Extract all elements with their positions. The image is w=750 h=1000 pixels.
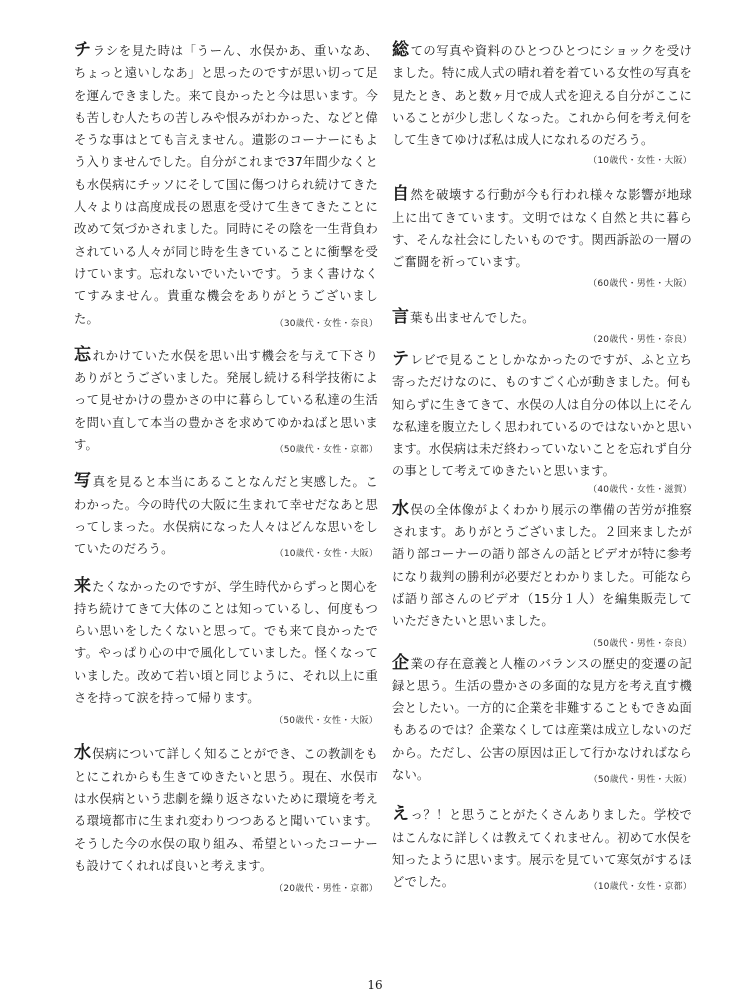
left-column [74, 40, 378, 896]
comment-signature: （10歳代・女性・京都） [588, 882, 692, 893]
comment-initial: 来 [74, 575, 92, 596]
comment-entry [392, 307, 692, 347]
comment-text [74, 576, 378, 710]
comment-initial: テ [392, 348, 410, 369]
comment-signature: （10歳代・女性・大阪） [274, 549, 378, 560]
comment-initial: 自 [392, 184, 410, 205]
comment-entry [74, 743, 378, 896]
comment-text [74, 471, 378, 560]
comment-signature: （60歳代・男性・大阪） [588, 278, 692, 289]
comment-entry [74, 471, 378, 560]
comment-initial: 企 [392, 652, 410, 673]
comment-text [392, 307, 692, 329]
comment-initial: 写 [74, 471, 92, 492]
comment-signature: （50歳代・男性・大阪） [588, 775, 692, 786]
comment-initial: 言 [392, 306, 410, 327]
comment-initial: 水 [392, 498, 410, 519]
comment-signature: （40歳代・女性・滋賀） [588, 484, 692, 495]
comment-text [74, 40, 378, 330]
comment-signature: （20歳代・男性・奈良） [588, 334, 692, 345]
page-number: 16 [367, 978, 383, 992]
comment-initial: 忘 [74, 344, 92, 365]
comment-signature: （10歳代・女性・大阪） [588, 156, 692, 167]
comment-text [74, 743, 378, 877]
comment-body: レビで見ることしかなかったのですが、ふと立ち寄っただけなのに、ものすごく心が動きました。何も知らずに生きてきて、水俣の人は自分の体以上にそんな私達を腹立たしく思われているのではないかと思います。水俣病は未だ終わっていないことを忘れず自分の事として考えてゆきたいと思います。 [392, 352, 692, 479]
comment-entry [392, 653, 692, 787]
comment-initial: 水 [74, 743, 92, 764]
comment-body: 俣病について詳しく知ることができ、この教訓をもとにこれからも生きてゆきたいと思う。現在、水俣市は水俣病という悲劇を繰り返さないために環境を考える環境都市に生まれ変わりつつあると聞いています。そうした今の水俣の取り組み、希望といったコーナーも設けてくれれば良いと考えます。 [74, 747, 378, 873]
comment-text [392, 184, 692, 273]
comment-body: たくなかったのですが、学生時代からずっと関心を持ち続けてきて大体のことは知っているし、何度もつらい思いをしたくないと思って。でも来て良かったです。やっぱり心の中で風化していました。怪くなっていました。改めて若い頃と同じように、それ以上に重さを持って涙を持って帰ります。 [74, 579, 378, 706]
comment-body: ラシを見た時は「うーん、水俣かあ、重いなあ、ちょっと遠いしなあ」と思ったのですが思い切って足を運んできました。来て良かったと今は思います。今も苦しむ人たちの苦しみや恨みがわかった、などと偉そうな事はとても言えません。遺影のコーナーにもよう入りませんでした。自分がこれまで37年間少なくとも水俣病にチッソにそして国に傷つけられ続けてきた人々よりは高度成長の恩恵を受けて生きてきたことに改めて気づかされました。同時にその陰を一生背負わされている人々が同じ時を生きていることに衝撃を受けています。忘れないでいたいです。うまく書けなくてすみません。貴重な機会をありがとうございました。 [74, 44, 378, 326]
comment-entry [74, 40, 378, 330]
comment-signature: （20歳代・男性・京都） [274, 884, 378, 895]
comment-text [392, 804, 692, 893]
comment-initial: チ [74, 40, 92, 60]
comment-text [392, 40, 692, 151]
comment-text [392, 499, 692, 633]
comment-signature: （50歳代・女性・京都） [274, 445, 378, 456]
comment-text [392, 349, 692, 483]
comment-signature: （50歳代・男性・奈良） [588, 638, 692, 649]
comment-body: れかけていた水俣を思い出す機会を与えて下さりありがとうございました。発展し続ける科学技術によって見せかけの豊かさの中に暮らしている私達の生活を問い直して本当の豊かさを求めてゆかねばと思います。 [74, 348, 378, 453]
comment-body: 葉も出ませんでした。 [410, 310, 535, 325]
comment-entry [392, 804, 692, 893]
comment-entry [74, 345, 378, 456]
comment-entry [74, 576, 378, 729]
right-column [392, 40, 692, 899]
comment-entry [392, 40, 692, 168]
comment-entry [392, 184, 692, 290]
comment-entry [392, 349, 692, 497]
comment-initial: 総 [392, 40, 410, 60]
comment-body: 真を見ると本当にあることなんだと実感した。こわかった。今の時代の大阪に生まれて幸せだなあと思ってしまった。水俣病になった人々はどんな思いをしていたのだろう。 [74, 475, 378, 557]
comment-body: 業の存在意義と人権のバランスの歴史的変遷の記録と思う。生活の豊かさの多面的な見方を考え直す機会としたい。一方的に企業を非難することもできぬ面もあるのでは？企業なくしては産業は成立しないのだから。ただし、公害の原因は正して行かなければならない。 [392, 656, 692, 783]
comment-initial: え [392, 804, 410, 825]
comment-signature: （50歳代・女性・大阪） [274, 716, 378, 727]
comment-text [392, 653, 692, 787]
comment-body: 然を破壊する行動が今も行われ様々な影響が地球上に出てきています。文明ではなく自然と共に暮らす、そんな社会にしたいものです。関西訴訟の一層のご奮闘を祈っています。 [392, 188, 692, 270]
comment-text [74, 345, 378, 456]
comment-body: っ？！と思うことがたくさんありました。学校ではこんなに詳しくは教えてくれません。初めて水俣を知ったように思います。展示を見ていて寒気がするほどでした。 [392, 808, 692, 890]
comment-body: 俣の全体像がよくわかり展示の準備の苦労が推察されます。ありがとうございました。２回来ましたが語り部コーナーの語り部さんの話とビデオが特に参考になり裁判の勝利が必要だとわかりました。可能ならば語り部さんのビデオ（15分１人）を編集販売していただきたいと思いました。 [392, 502, 692, 629]
comment-body: ての写真や資料のひとつひとつにショックを受けました。特に成人式の晴れ着を着ている女性の写真を見たとき、あと数ヶ月で成人式を迎える自分がここにいることが少し悲しくなった。これから何を考え何をして生きてゆけば私は成人になれるのだろう。 [392, 44, 692, 148]
comment-signature: （30歳代・女性・奈良） [274, 318, 378, 329]
comment-entry [392, 499, 692, 651]
